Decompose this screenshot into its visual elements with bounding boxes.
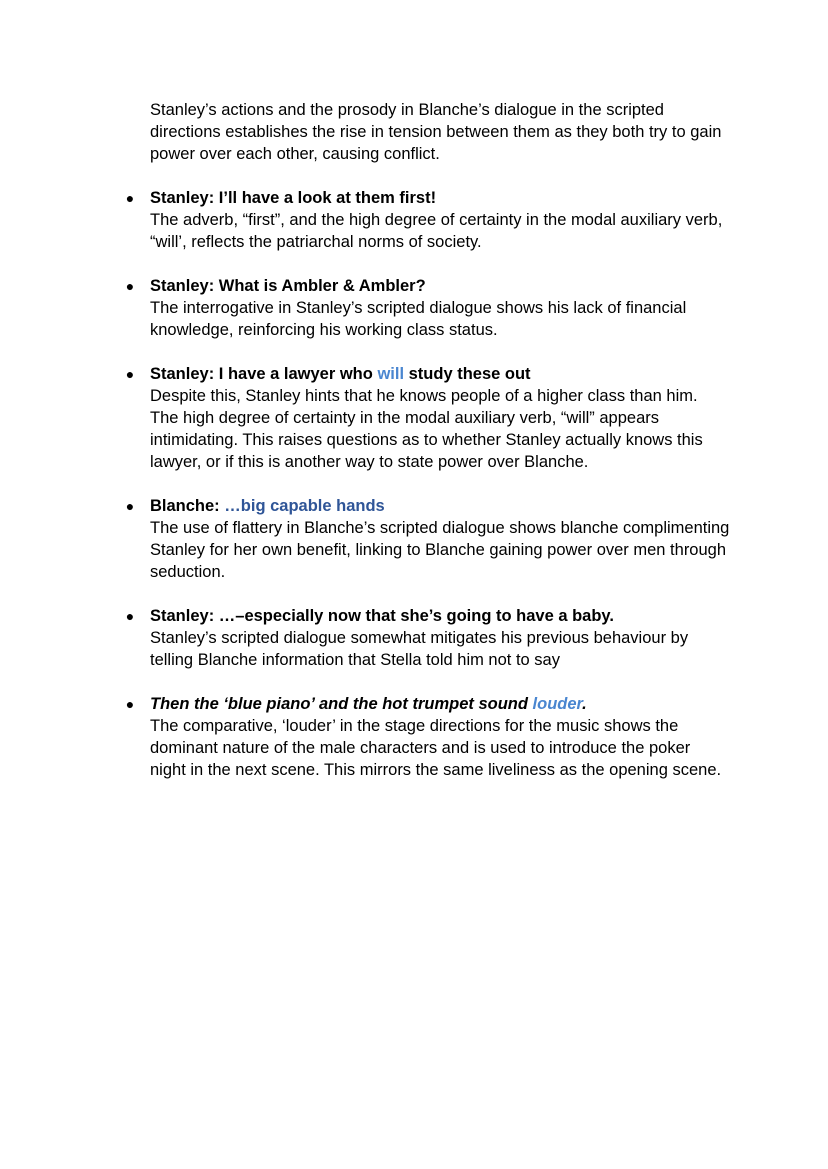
item-body: Despite this, Stanley hints that he knows people of a higher class than him. The high degree of certainty in the modal auxiliary verb, “will” appears intimidating. This raises questions as to whether Stanley actually knows this lawyer, or if this is another way to state power over Blanche. [150, 387, 703, 471]
bullet-icon: ● [125, 608, 135, 624]
item-body: The use of flattery in Blanche’s scripted dialogue shows blanche complimenting Stanley for her own benefit, linking to Blanche gaining power over men through seduction. [150, 519, 730, 581]
list-item [125, 363, 730, 473]
highlighted-quote: …big capable hands [224, 497, 385, 515]
bullet-icon: ● [125, 366, 135, 382]
intro-paragraph: Stanley’s actions and the prosody in Blanche’s dialogue in the scripted directions establishes the rise in tension between them as they both try to gain power over each other, causing conflict. [150, 101, 722, 163]
item-heading: Stanley: …–especially now that she’s going to have a baby. [150, 607, 614, 625]
item-body: The comparative, ‘louder’ in the stage directions for the music shows the dominant nature of the male characters and is used to introduce the poker night in the next scene. This mirrors the same liveliness as the opening scene. [150, 717, 722, 779]
list-item [125, 693, 730, 781]
heading-text: Then the ‘blue piano’ and the hot trumpet sound [150, 695, 533, 713]
bullet-icon: ● [125, 696, 135, 712]
highlighted-word: will [377, 365, 405, 383]
item-heading [150, 495, 730, 517]
bullet-icon: ● [125, 190, 135, 206]
bullet-icon: ● [125, 498, 135, 514]
list-item [125, 605, 730, 671]
item-body: The adverb, “first”, and the high degree of certainty in the modal auxiliary verb, “will’, reflects the patriarchal norms of society. [150, 211, 723, 251]
heading-text: study these out [404, 365, 531, 383]
list-item [125, 187, 730, 253]
item-heading [150, 363, 730, 385]
list-item [125, 275, 730, 341]
item-heading [150, 693, 730, 715]
item-heading: Stanley: I’ll have a look at them first! [150, 189, 437, 207]
item-body: The interrogative in Stanley’s scripted dialogue shows his lack of financial knowledge, reinforcing his working class status. [150, 299, 687, 339]
item-heading: Stanley: What is Ambler & Ambler? [150, 277, 426, 295]
heading-text: . [582, 695, 587, 713]
highlighted-word: louder [532, 695, 583, 713]
heading-text: Stanley: I have a lawyer who [150, 365, 378, 383]
heading-text: Blanche: [150, 497, 225, 515]
list-item [125, 495, 730, 583]
bullet-icon: ● [125, 278, 135, 294]
item-body: Stanley’s scripted dialogue somewhat mitigates his previous behaviour by telling Blanche information that Stella told him not to say [150, 629, 689, 669]
